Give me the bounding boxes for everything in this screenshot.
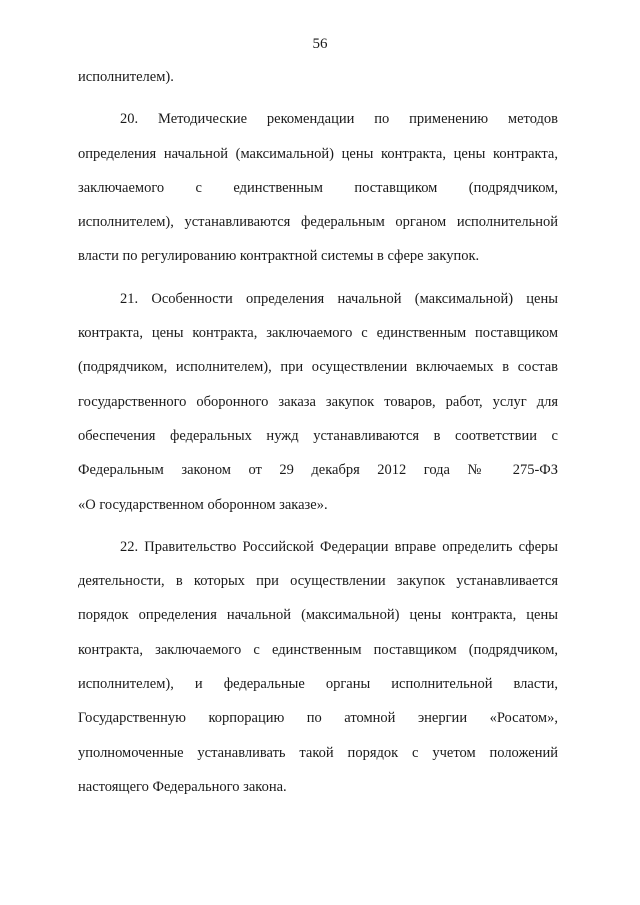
text-line: власти по регулированию контрактной системы в сфере закупок. (78, 248, 480, 265)
text-line: исполнителем), и федеральные органы исполнительной власти, (78, 676, 558, 693)
paragraph-p22 (78, 530, 558, 804)
text-line: государственного оборонного заказа закупок товаров, работ, услуг для (78, 393, 558, 410)
text-line: деятельности, в которых при осуществлении закупок устанавливается (78, 573, 558, 590)
text-line: контракта, цены контракта, заключаемого с единственным поставщиком (78, 325, 558, 342)
paragraph-p20 (78, 102, 558, 273)
paragraph-gap (78, 522, 558, 530)
paragraph-gap (78, 274, 558, 282)
text-line: исполнителем), устанавливаются федеральным органом исполнительной (78, 214, 558, 231)
document-body (78, 60, 558, 804)
paragraph-p21 (78, 282, 558, 522)
text-line: обеспечения федеральных нужд устанавливаются в соответствии с (78, 427, 558, 444)
text-line: Федеральным законом от 29 декабря 2012 года № 275-ФЗ (78, 462, 558, 479)
text-line: исполнителем). (78, 69, 174, 85)
text-line: уполномоченные устанавливать такой порядок с учетом положений (78, 744, 558, 761)
text-line: определения начальной (максимальной) цены контракта, цены контракта, (78, 145, 558, 162)
paragraph-gap (78, 94, 558, 102)
text-line: контракта, заключаемого с единственным поставщиком (подрядчиком, (78, 641, 558, 658)
text-line: (подрядчиком, исполнителем), при осуществлении включаемых в состав (78, 359, 558, 376)
text-line: Государственную корпорацию по атомной энергии «Росатом», (78, 710, 558, 727)
paragraph-p-cont (78, 60, 558, 94)
page-number: 56 (312, 36, 328, 52)
text-line: заключаемого с единственным поставщиком (подрядчиком, (78, 179, 558, 196)
text-line: 22. Правительство Российской Федерации вправе определить сферы (120, 538, 558, 555)
text-line: «О государственном оборонном заказе». (78, 496, 328, 513)
text-line: порядок определения начальной (максимальной) цены контракта, цены (78, 607, 558, 624)
text-line: 20. Методические рекомендации по применению методов (120, 111, 558, 128)
text-line: настоящего Федерального закона. (78, 778, 287, 795)
text-line: 21. Особенности определения начальной (максимальной) цены (120, 290, 558, 307)
